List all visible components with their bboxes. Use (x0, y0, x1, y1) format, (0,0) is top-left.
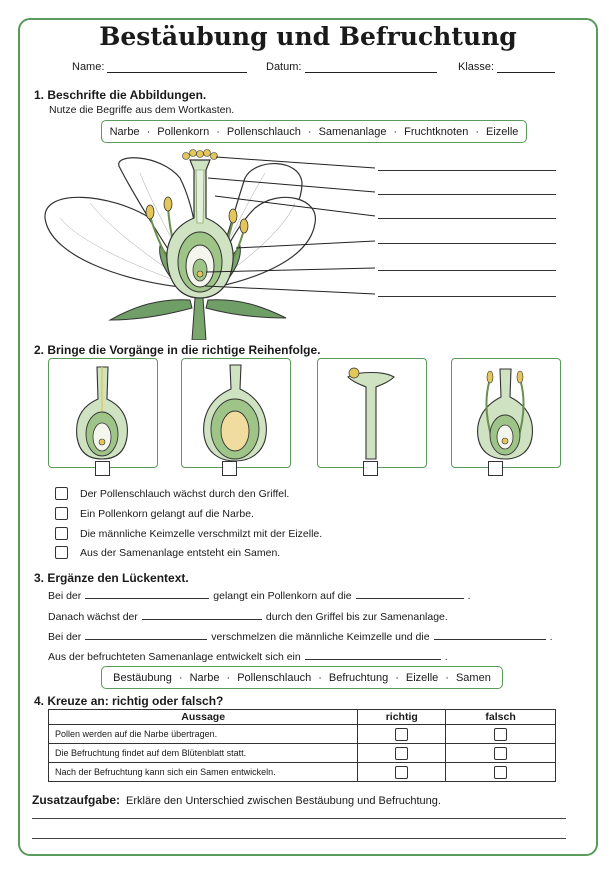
word-separator: · (226, 671, 231, 684)
table-row (49, 763, 556, 782)
section1-instruction: Nutze die Begriffe aus dem Wortkasten. (49, 104, 235, 116)
gap-blank[interactable] (85, 629, 207, 640)
order-box-1[interactable] (95, 461, 110, 476)
word-narbe: Narbe (109, 125, 140, 138)
section1-heading: 1. Beschrifte die Abbildungen. (34, 88, 207, 102)
true-checkbox[interactable] (395, 747, 408, 760)
order-box-2[interactable] (222, 461, 237, 476)
answer-line-3[interactable] (378, 218, 556, 219)
page-title: Bestäubung und Befruchtung (99, 22, 517, 51)
section2-heading: 2. Bringe die Vorgänge in die richtige Reihenfolge. (34, 343, 321, 357)
false-checkbox[interactable] (494, 766, 507, 779)
word-bestaeubung: Bestäubung (113, 671, 172, 684)
statement-checkbox-3[interactable] (55, 527, 68, 540)
anther (240, 219, 248, 233)
statement-1: Der Pollenschlauch wächst durch den Griffel. (80, 488, 290, 500)
flower-diagram (40, 148, 385, 340)
word-separator: · (318, 671, 322, 684)
writing-line-2[interactable] (32, 838, 566, 839)
answer-line-4[interactable] (378, 243, 556, 244)
row-statement: Die Befruchtung findet auf dem Blütenblatt statt. (49, 744, 358, 763)
gap-line-4: Aus der befruchteten Samenanlage entwickelt sich ein . (48, 651, 448, 663)
table-row (49, 725, 556, 744)
process-card-3 (317, 358, 427, 468)
process-card-2 (181, 358, 291, 468)
order-box-4[interactable] (488, 461, 503, 476)
answer-line-5[interactable] (378, 270, 556, 271)
row-statement: Pollen werden auf die Narbe übertragen. (49, 725, 358, 744)
section4-heading: 4. Kreuze an: richtig oder falsch? (34, 694, 224, 708)
gap-line-3: Bei der verschmelzen die männliche Keimzelle und die . (48, 631, 553, 643)
gap-blank[interactable] (434, 629, 546, 640)
word-samenanlage: Samenanlage (318, 125, 387, 138)
statement-checkbox-4[interactable] (55, 546, 68, 559)
statement-2: Ein Pollenkorn gelangt auf die Narbe. (80, 508, 254, 520)
word-pollenschlauch: Pollenschlauch (237, 671, 312, 684)
leaf-left (110, 300, 192, 320)
gap-blank[interactable] (142, 609, 262, 620)
word-separator: · (307, 125, 312, 138)
word-narbe: Narbe (189, 671, 220, 684)
date-label: Datum: (266, 61, 302, 73)
word-separator: · (393, 125, 398, 138)
true-checkbox[interactable] (395, 728, 408, 741)
table-row (49, 744, 556, 763)
word-pollenkorn: Pollenkorn (157, 125, 210, 138)
word-eizelle: Eizelle (405, 671, 439, 684)
gap-line-1: Bei der gelangt ein Pollenkorn auf die . (48, 590, 471, 602)
section3-heading: 3. Ergänze den Lückentext. (34, 571, 189, 585)
leaf-right (206, 300, 286, 318)
order-box-3[interactable] (363, 461, 378, 476)
word-eizelle: Eizelle (486, 125, 519, 138)
process-card-1 (48, 358, 158, 468)
word-pollenschlauch: Pollenschlauch (226, 125, 301, 138)
statement-4: Aus der Samenanlage entsteht ein Samen. (80, 547, 281, 559)
gap-blank[interactable] (356, 588, 464, 599)
word-separator: · (216, 125, 220, 138)
gap-line-2: Danach wächst der durch den Griffel bis zur Samenanlage. (48, 611, 448, 623)
name-line[interactable] (107, 61, 247, 73)
statement-3: Die männliche Keimzelle verschmilzt mit der Eizelle. (80, 528, 323, 540)
statement-checkbox-1[interactable] (55, 487, 68, 500)
egg-cell (197, 271, 203, 277)
word-separator: · (178, 671, 183, 684)
word-separator: · (146, 125, 151, 138)
row-statement: Nach der Befruchtung kann sich ein Samen entwickeln. (49, 763, 358, 782)
column-false: falsch (446, 710, 556, 725)
class-line[interactable] (497, 61, 555, 73)
word-samen: Samen (455, 671, 491, 684)
word-separator: · (395, 671, 399, 684)
gap-blank[interactable] (305, 649, 441, 660)
extra-label: Zusatzaufgabe: (32, 793, 121, 807)
answer-line-6[interactable] (378, 296, 556, 297)
extra-text: Erkläre den Unterschied zwischen Bestäubung und Befruchtung. (126, 795, 441, 807)
word-box-2 (101, 666, 503, 689)
word-box-1 (101, 120, 527, 143)
anther (164, 197, 172, 211)
column-true: richtig (358, 710, 446, 725)
class-field[interactable] (458, 61, 555, 73)
name-field[interactable] (72, 61, 247, 73)
stem (192, 298, 206, 340)
date-line[interactable] (305, 61, 437, 73)
process-card-4 (451, 358, 561, 468)
statement-checkbox-2[interactable] (55, 507, 68, 520)
writing-line-1[interactable] (32, 818, 566, 819)
answer-line-2[interactable] (378, 194, 556, 195)
true-false-table (48, 709, 556, 782)
column-statement: Aussage (49, 710, 358, 725)
gap-blank[interactable] (85, 588, 209, 599)
word-separator: · (475, 125, 479, 138)
word-befruchtung: Befruchtung (328, 671, 389, 684)
word-fruchtknoten: Fruchtknoten (404, 125, 469, 138)
name-label: Name: (72, 61, 105, 73)
true-checkbox[interactable] (395, 766, 408, 779)
false-checkbox[interactable] (494, 728, 507, 741)
false-checkbox[interactable] (494, 747, 507, 760)
class-label: Klasse: (458, 61, 495, 73)
answer-line-1[interactable] (378, 170, 556, 171)
word-separator: · (445, 671, 449, 684)
date-field[interactable] (266, 61, 437, 73)
anther (229, 209, 237, 223)
anther (146, 205, 154, 219)
extra-task (32, 793, 441, 807)
